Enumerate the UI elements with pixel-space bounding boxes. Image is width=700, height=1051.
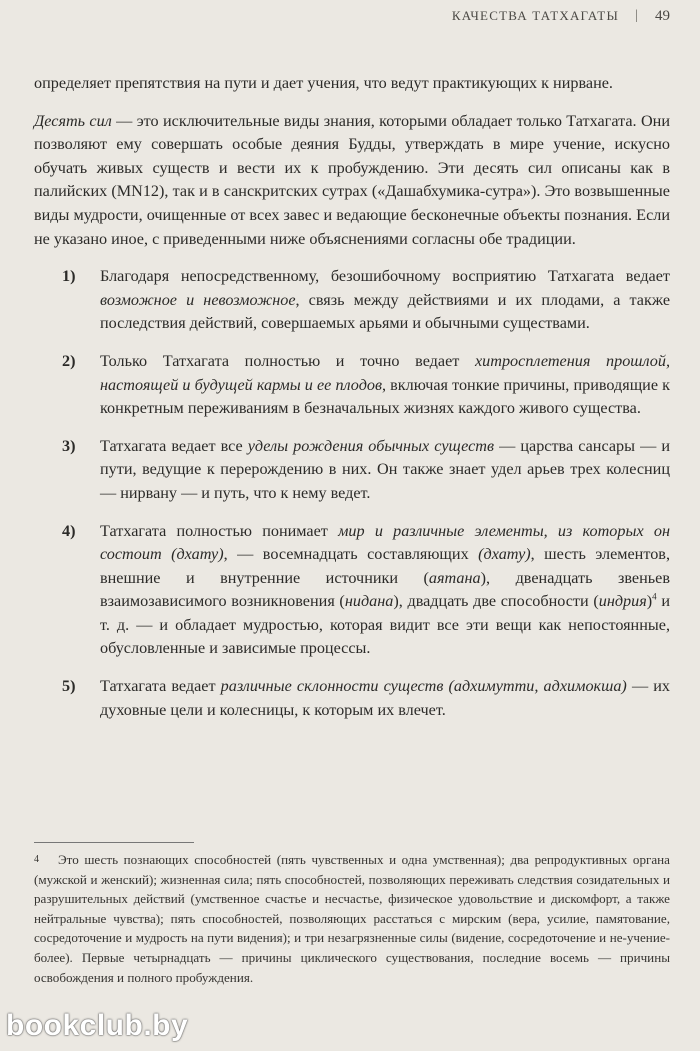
list-item — [34, 265, 670, 336]
text-run: Татхагата полностью понимает — [100, 521, 339, 540]
running-header — [452, 4, 670, 28]
footnote-ref: 4 — [652, 591, 657, 602]
text-run: , связь между действиями и их плодами, а также последствия действий, совершаемых арьями и обычными существами. — [100, 290, 671, 333]
list-text — [100, 350, 670, 421]
list-text — [100, 520, 670, 662]
powers-list — [34, 265, 670, 722]
running-title: КАЧЕСТВА ТАТХАГАТЫ — [451, 8, 619, 23]
text-run: Благодаря непосредственному, безошибочному восприятию Татхагата ведает — [100, 267, 670, 286]
list-text — [100, 675, 670, 722]
text-run: ), двенадцать звеньев взаимозависимого возникновения ( — [100, 568, 670, 611]
list-number: 3) — [62, 436, 76, 455]
footnote-text: Это шесть познающих способностей (пять чувственных и одна умственная); два репродуктивных органа (мужской и женский); жизненная сила; пять способностей, позволяющих переживать следствия созидательных и разрушительных действий (умственное счастье и несчастье, физическое удовольствие и дискомфорт, а также нейтральные чувства); пять способностей, позволяющих расстаться с мирским (вера, усилие, памятование, сосредоточение и мудрость на пути видения); и три незагрязненные силы (видение, сосредоточение и не-учение-более). Первые четырнадцать — причины циклического существования, последние восемь — причины освобождения и полного пробуждения. — [34, 852, 670, 985]
header-separator: | — [634, 8, 639, 23]
list-text — [100, 435, 670, 506]
list-item — [34, 520, 670, 662]
text-run: , — восемнадцать составляющих — [223, 545, 479, 564]
list-item — [34, 675, 670, 722]
italic-term: аятана — [428, 568, 481, 587]
footnote-mark: 4 — [34, 854, 39, 865]
footnote — [34, 850, 670, 987]
text-run: , шесть элементов, внешние и внутренние источники ( — [100, 545, 670, 587]
paragraph-continuation: определяет препятствия на пути и дает учения, что ведут практикующих к нирване. — [34, 74, 613, 92]
paragraph-ten-powers — [34, 110, 670, 252]
text-run: ) — [646, 592, 653, 611]
italic-term: нидана — [344, 592, 394, 611]
italic-term: хитросплетения прошлой, настоящей и будущей кармы и ее плодов — [100, 351, 670, 394]
italic-term: уделы рождения обычных существ — [247, 436, 495, 455]
italic-term: различные склонности существ (адхимутти, адхимокша) — [220, 677, 627, 696]
term-ten-powers: Десять сил — [34, 111, 112, 130]
watermark-logo: bookclub.by — [6, 1009, 189, 1042]
text-run: , включая тонкие причины, приводящие к конкретным переживаниям в безначальных жизнях каждого живого существа. — [100, 375, 670, 418]
footnote-rule — [34, 842, 194, 843]
list-text — [100, 265, 670, 336]
list-number: 4) — [62, 521, 76, 540]
list-number: 5) — [62, 677, 76, 696]
italic-term: индрия — [598, 592, 647, 611]
text-run: ), двадцать две способности ( — [393, 592, 599, 611]
italic-term: (дхату) — [478, 545, 531, 564]
text-run: Татхагата ведает — [100, 677, 221, 696]
list-number: 2) — [62, 351, 76, 370]
list-item — [34, 435, 670, 506]
italic-term: мир и различные элементы, из которых он состоит (дхату) — [100, 521, 670, 564]
text-run: — их духовные цели и колесницы, к которым их влечет. — [100, 677, 670, 719]
paragraph-text: — это исключительные виды знания, которыми обладает только Татхагата. Они позволяют ему совершать особые деяния Будды, утверждать в мире учение, искусно обучать живых существ и вести их к пробуждению. Эти десять сил описаны как в палийских (MN12), так и в санскритских сутрах («Дашабхумика-сутра»). Это возвышенные виды мудрости, очищенные от всех завес и ведающие бесконечные объекты познания. Если не указано иное, с приведенными ниже объяснениями согласны обе традиции. — [34, 111, 670, 248]
body-text — [34, 72, 670, 736]
italic-term: возможное и невозможное — [100, 290, 296, 309]
list-number: 1) — [62, 267, 76, 286]
text-run: Только Татхагата полностью и точно ведает — [100, 351, 475, 370]
page-number: 49 — [655, 7, 670, 24]
text-run: и т. д. — и обладает мудростью, которая видит все эти вещи как непостоянные, обусловленные и зависимые процессы. — [100, 592, 670, 658]
text-run: Татхагата ведает все — [100, 436, 248, 455]
text-run: — царства сансары — и пути, ведущие к перерождению в них. Он также знает удел арьев трех колесниц — нирвану — и путь, что к нему ведет. — [100, 436, 670, 502]
list-item — [34, 350, 670, 421]
